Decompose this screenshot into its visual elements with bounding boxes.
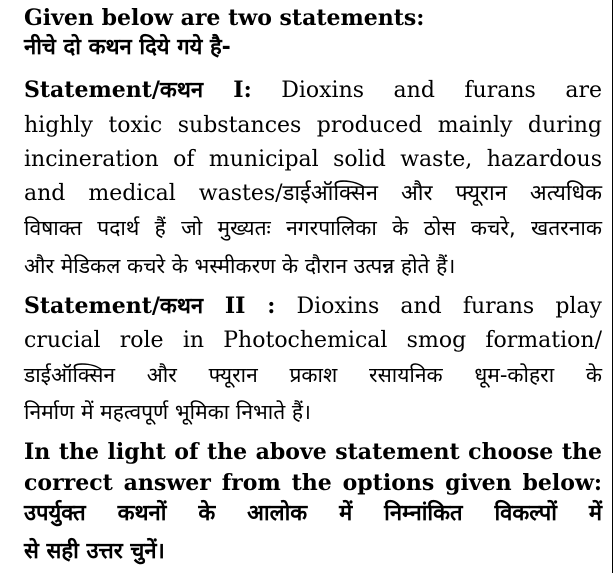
statement-2-line-1: crucial role in Photochemical smog formation/ <box>24 328 602 353</box>
statement-1-line-3: and medical wastes/डाईऑक्सिन और फ्यूरान अत्यधिक <box>24 181 602 206</box>
intro-heading-english: Given below are two statements: <box>24 5 425 31</box>
statement-2-line-3: निर्माण में महत्वपूर्ण भूमिका निभाते हैं। <box>24 400 311 424</box>
statement-2-line-0: Dioxins and furans play <box>296 294 602 319</box>
statement-1-line-1: highly toxic substances produced mainly during <box>24 113 602 138</box>
statement-1-line-0: Dioxins and furans are <box>281 78 602 103</box>
statement-1-first-line <box>24 76 602 105</box>
statement-2-line-2: डाईऑक्सिन और फ्यूरान प्रकाश रसायनिक धूम-कोहरा के <box>24 363 602 387</box>
statement-1-line-4: विषाक्त पदार्थ हैं जो मुख्यतः नगरपालिका के ठोस कचरे, खतरनाक <box>24 216 602 240</box>
question-line-en-0: In the light of the above statement choose the <box>24 439 602 465</box>
question-line-hi-0: उपर्युक्त कथनों के आलोक में निम्नांकित विकल्पों में <box>24 501 602 526</box>
statement-1-label: Statement/कथन I: <box>24 77 252 103</box>
question-line-hi-1: से सही उत्तर चुनें। <box>24 539 165 564</box>
statement-2-first-line <box>24 292 602 321</box>
statement-2-label: Statement/कथन II : <box>24 293 276 319</box>
statement-1-line-5: और मेडिकल कचरे के भस्मीकरण के दौरान उत्पन्न होते हैं। <box>24 254 456 278</box>
question-line-en-1: correct answer from the options given below: <box>24 470 602 496</box>
statement-1-line-2: incineration of municipal solid waste, hazardous <box>24 147 602 172</box>
intro-heading-hindi: नीचे दो कथन दिये गये है- <box>24 35 231 60</box>
